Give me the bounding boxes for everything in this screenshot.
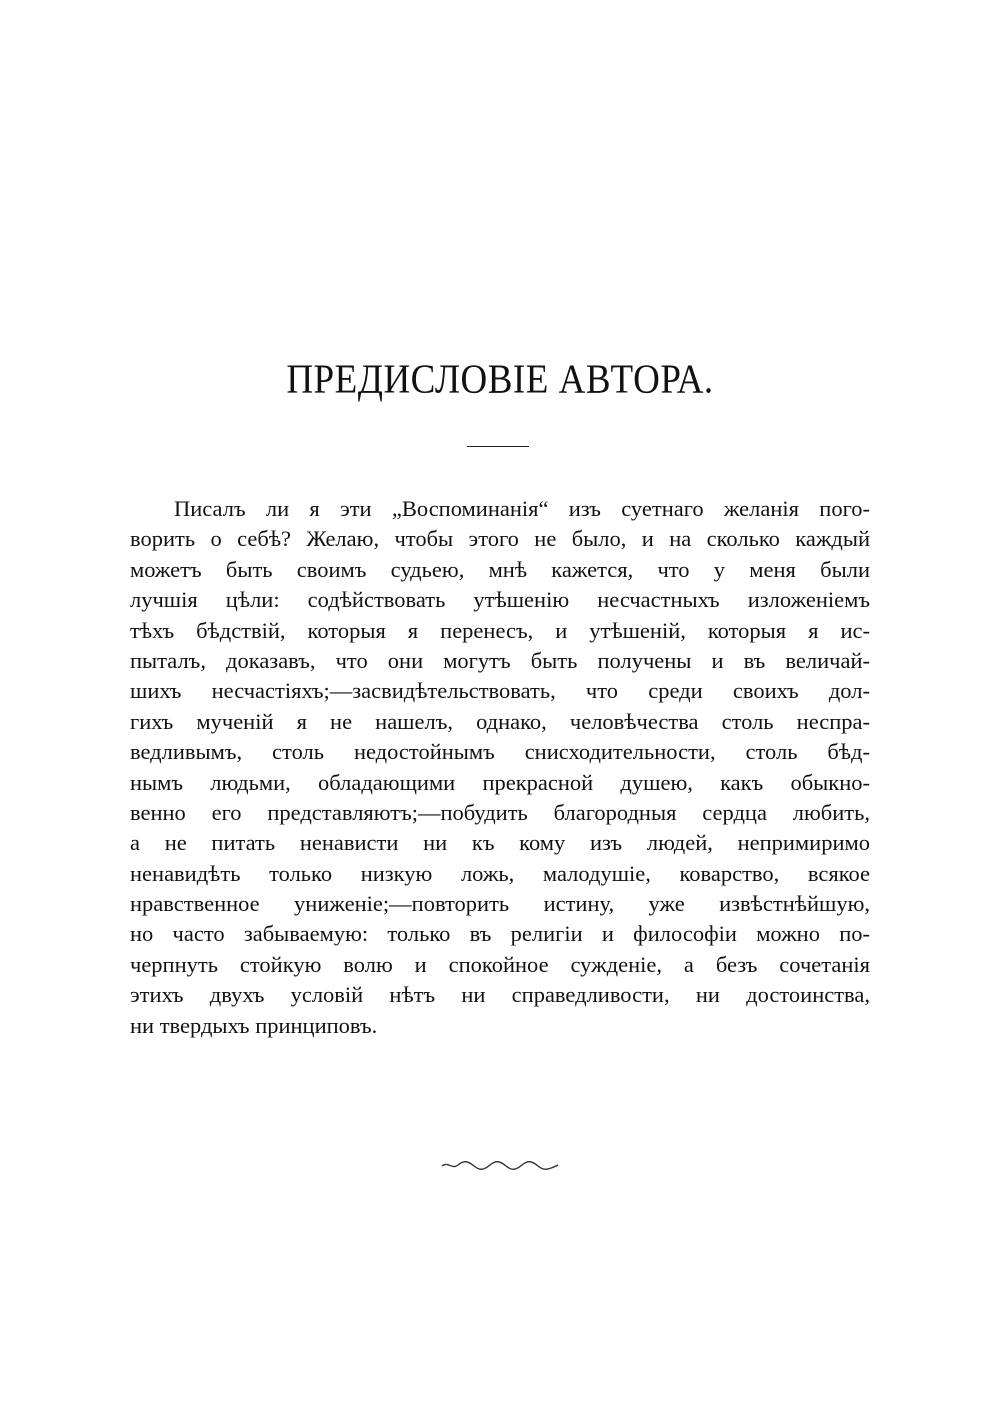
end-ornament <box>440 1158 560 1172</box>
title-rule <box>467 446 529 447</box>
text-line: венно его представляютъ;—побудить благородныя сердца любить, <box>130 799 870 825</box>
text-line: черпнуть стойкую волю и спокойное сужденіе, а безъ сочетанія <box>130 951 870 977</box>
text-line: лучшія цѣли: содѣйствовать утѣшенію несчастныхъ изложеніемъ <box>130 587 870 613</box>
preface-paragraph <box>130 494 870 1041</box>
text-line: ведливымъ, столь недостойнымъ снисходительности, столь бѣд- <box>130 739 870 765</box>
text-line: ненавидѣть только низкую ложь, малодушіе, коварство, всякое <box>130 860 870 886</box>
text-line: пыталъ, доказавъ, что они могутъ быть получены и въ величай- <box>130 647 870 673</box>
text-line: этихъ двухъ условій нѣтъ ни справедливости, ни достоинства, <box>130 982 870 1008</box>
text-line: тѣхъ бѣдствій, которыя я перенесъ, и утѣшеній, которыя я ис- <box>130 617 870 643</box>
text-line: гихъ мученій я не нашелъ, однако, человѣчества столь неспра- <box>130 708 870 734</box>
text-line: ни твердыхъ принциповъ. <box>130 1012 378 1038</box>
text-line: шихъ несчастіяхъ;—засвидѣтельствовать, что среди своихъ дол- <box>130 678 870 704</box>
text-line: но часто забываемую: только въ религіи и философіи можно по- <box>130 921 870 947</box>
text-line: а не питать ненависти ни къ кому изъ людей, непримиримо <box>130 830 870 856</box>
text-line: Писалъ ли я эти „Воспоминанія“ изъ суетнаго желанія пого- <box>174 496 870 521</box>
text-line: ворить о себѣ? Желаю, чтобы этого не было, и на сколько каждый <box>130 526 870 552</box>
text-line: можетъ быть своимъ судьею, мнѣ кажется, что у меня были <box>130 556 870 582</box>
text-line: нравственное униженіе;—повторить истину, уже извѣстнѣйшую, <box>130 891 870 917</box>
page-title: ПРЕДИСЛОВІЕ АВТОРА. <box>286 356 714 403</box>
text-line: нымъ людьми, обладающими прекрасной душею, какъ обыкно- <box>130 769 870 795</box>
